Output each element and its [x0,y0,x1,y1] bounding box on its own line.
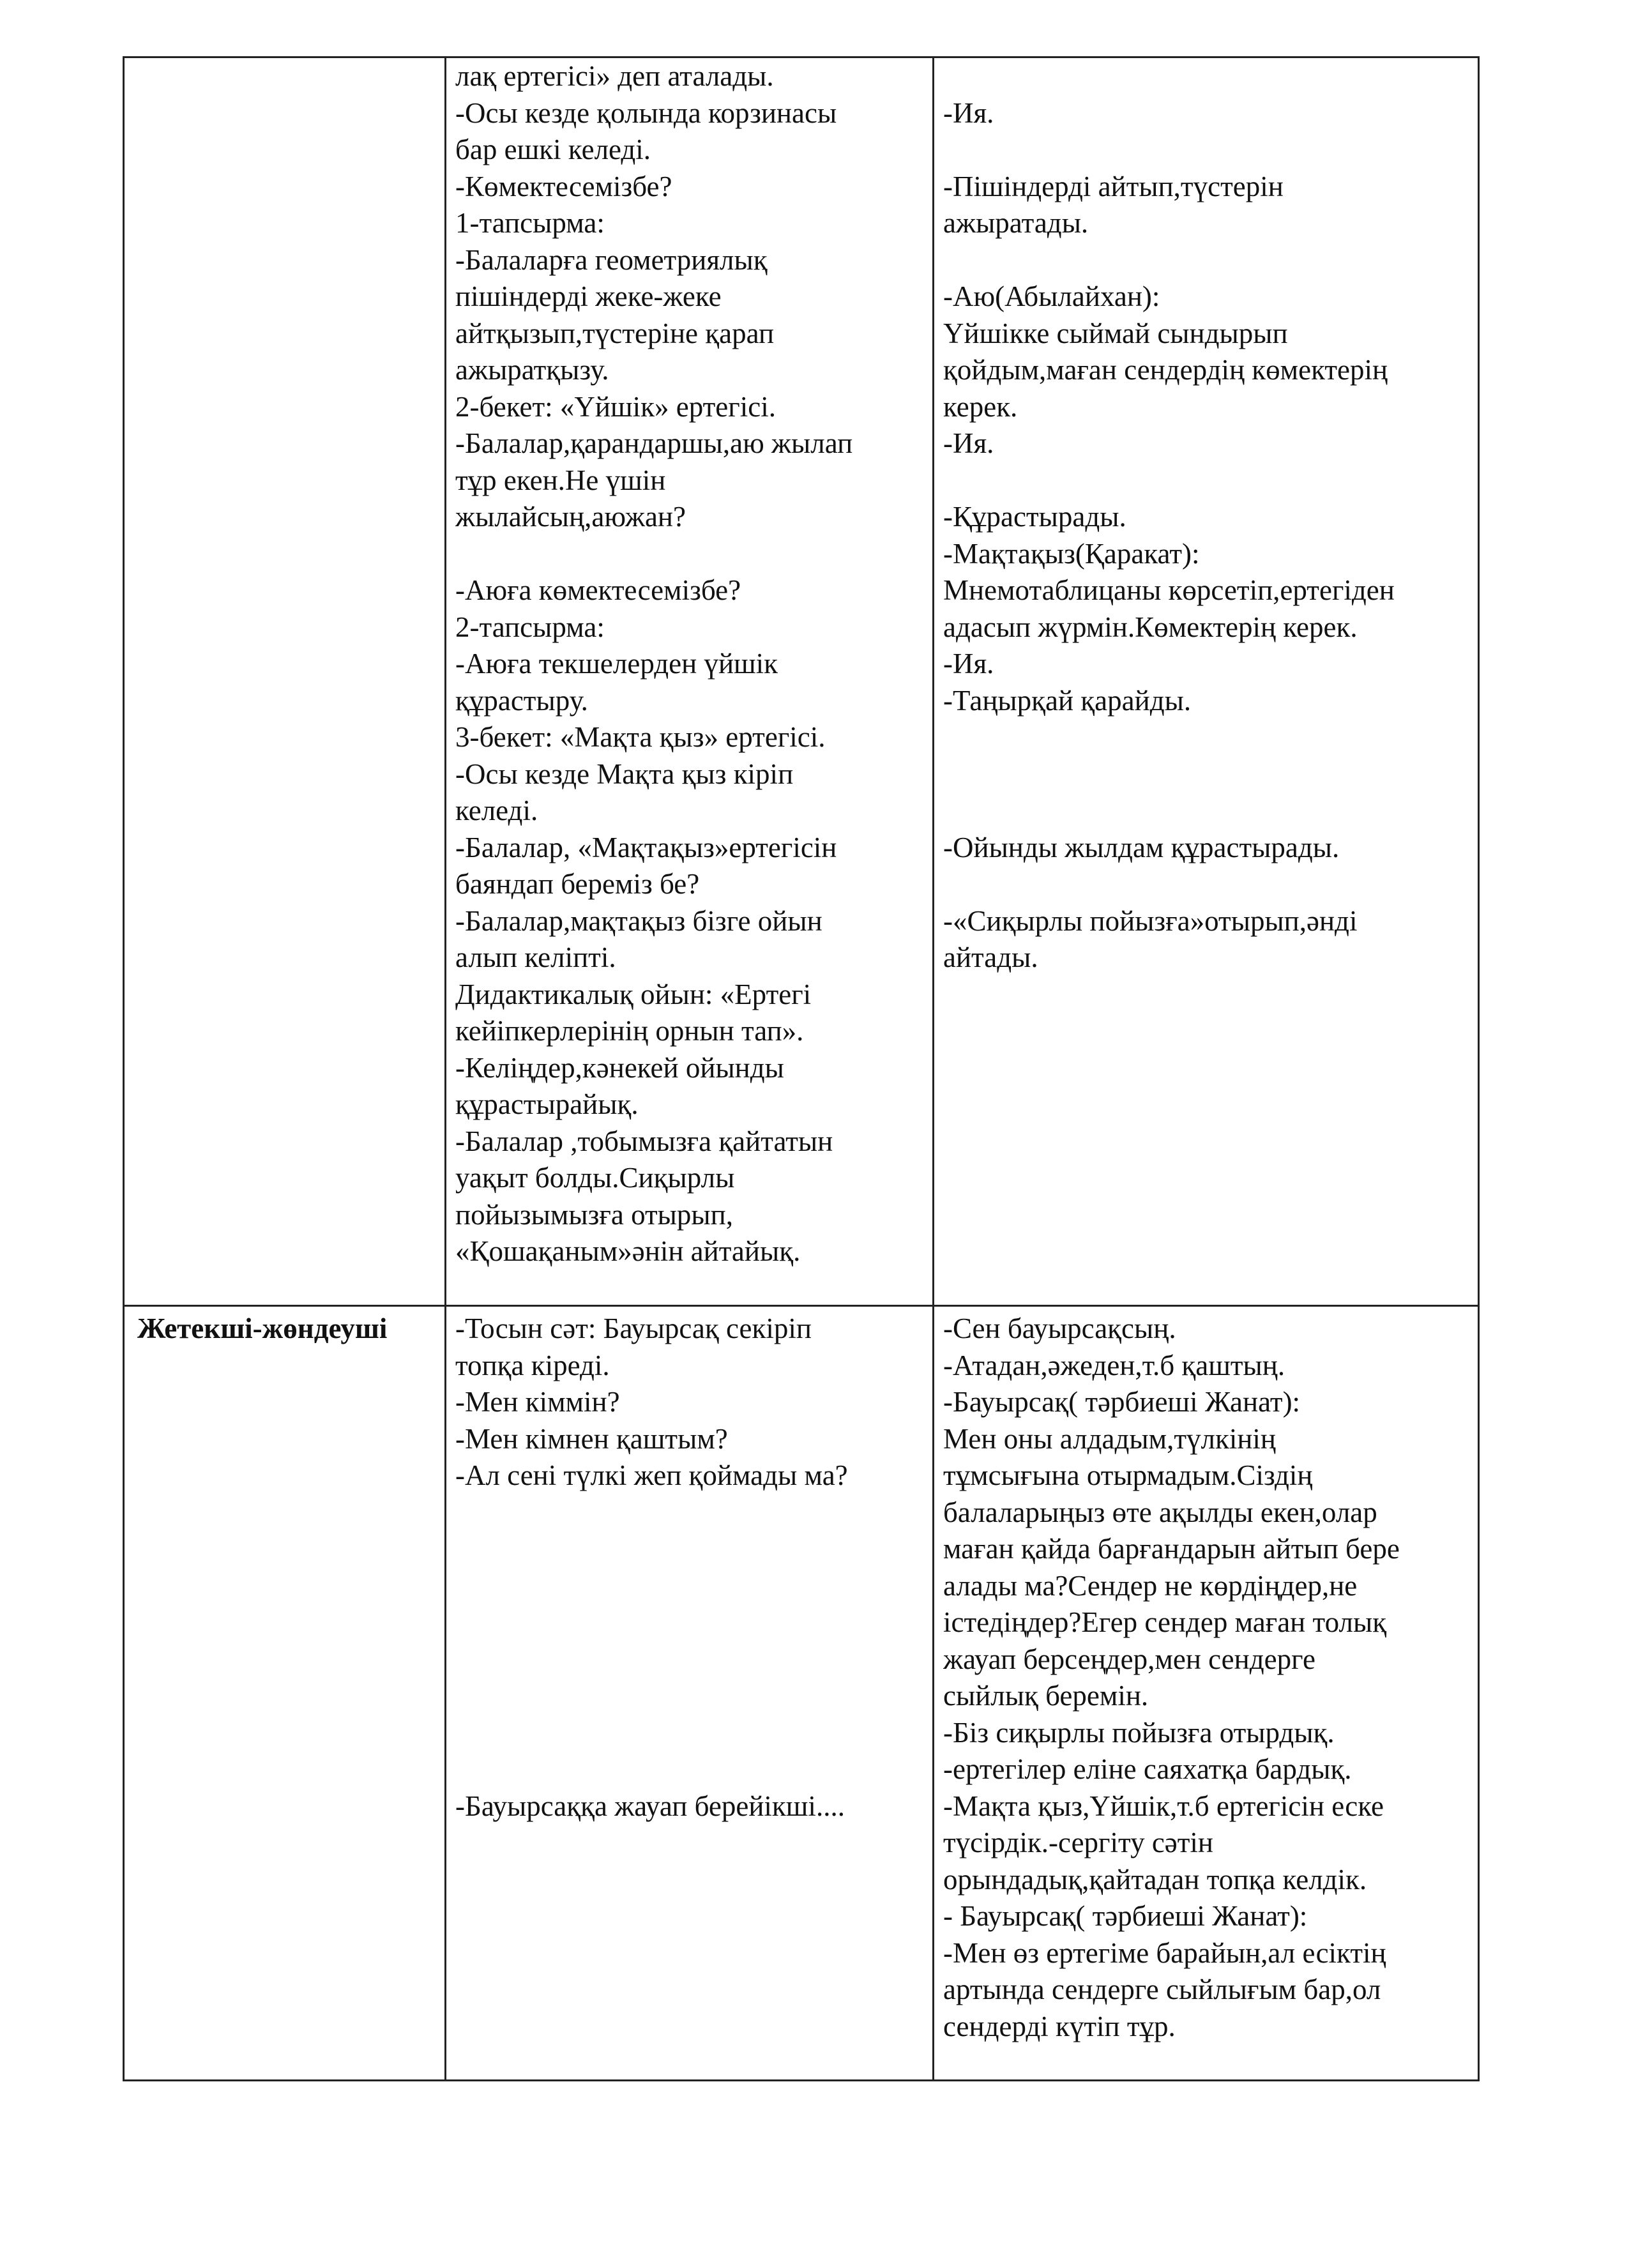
blank-line [943,132,1471,169]
text-line: -Атадан,әжеден,т.б қаштың. [943,1349,1285,1381]
text-line: баяндап береміз бе? [455,868,700,900]
text-line: -Құрастырады. [943,501,1126,533]
text-line: - Бауырсақ( тәрбиеші Жанат): [943,1900,1308,1932]
text-line: келеді. [455,794,538,826]
text-line: -Осы кезде қолында корзинасы [455,96,837,129]
text-line: алады ма?Сендер не көрдіңдер,не [943,1569,1358,1602]
text-line: Мен оны алдадым,түлкінің [943,1422,1276,1455]
text-line: -Балаларға геометриялық [455,243,768,276]
teacher-activity-cell [446,1306,934,2081]
text-line: -Мақтақыз(Қаракат): [943,537,1200,570]
teacher-activity-text [446,1307,932,1825]
text-line: 3-бекет: «Мақта қыз» ертегісі. [455,721,826,753]
text-line: уақыт болды.Сиқырлы [455,1162,735,1194]
text-line: -Аю(Абылайхан): [943,280,1160,312]
stage-label [125,58,444,62]
text-line: топқа кіреді. [455,1349,610,1381]
text-line: айтады. [943,941,1038,973]
text-line: -Сен бауырсақсың. [943,1312,1176,1344]
blank-line [943,242,1471,279]
text-line: тұр екен.Не үшін [455,464,666,496]
blank-line [455,1678,926,1715]
blank-line [455,1641,926,1678]
text-line: -Біз сиқырлы пойызға отырдық. [943,1716,1335,1749]
blank-line [455,1568,926,1605]
text-line: 2-тапсырма: [455,611,605,643]
text-line: Үйшікке сыймай сындырып [943,317,1288,349]
blank-line [455,1531,926,1568]
text-line: Мнемотаблицаны көрсетіп,ертегіден [943,574,1395,606]
text-line: -Көмектесемізбе? [455,170,672,202]
blank-line [455,536,926,573]
text-line: -Балалар ,тобымызға қайтатын [455,1125,833,1157]
text-line: -«Сиқырлы пойызға»отырып,әнді [943,904,1358,937]
text-line: -Ал сені түлкі жеп қоймады ма? [455,1459,848,1491]
text-line: -ертегілер еліне саяхатқа бардық. [943,1753,1352,1785]
text-line: Дидактикалық ойын: «Ертегі [455,978,812,1010]
text-line: -Балалар, «Мақтақыз»ертегісін [455,831,837,863]
text-line: -Мен өз ертегіме барайын,ал есіктің [943,1936,1386,1969]
text-line: пойызымызға отырып, [455,1198,733,1231]
text-line: артында сендерге сыйлығым бар,ол [943,1973,1381,2005]
text-line: сыйлық беремін. [943,1680,1149,1712]
text-line: «Қошақаным»әнін айтайық. [455,1235,801,1267]
table-row [124,57,1479,1306]
text-line: -Балалар,қарандаршы,аю жылап [455,427,853,459]
teacher-activity-text [446,58,932,1270]
text-line: лақ ертегісі» деп аталады. [455,60,774,92]
text-line: алып келіпті. [455,941,616,973]
table-row [124,1306,1479,2081]
children-activity-text [934,58,1478,977]
blank-line [943,462,1471,499]
blank-line [943,719,1471,756]
text-line: -Аюға көмектесемізбе? [455,574,741,606]
text-line: жылайсың,аюжан? [455,501,686,533]
text-line: -Ойынды жылдам құрастырады. [943,831,1340,863]
stage-label: Жетекші-жөндеуші [137,1312,388,1344]
text-line: -Осы кезде Мақта қыз кіріп [455,757,794,790]
text-line: -Бауырсаққа жауап берейікші.... [455,1790,845,1822]
text-line: істедіңдер?Егер сендер маған толық [943,1606,1387,1638]
text-line: -Келіңдер,кәнекей ойынды [455,1051,784,1084]
text-line: тұмсығына отырмадым.Сіздің [943,1459,1313,1491]
text-line: -Пішіндерді айтып,түстерін [943,170,1284,202]
text-line: айтқызып,түстеріне қарап [455,317,775,349]
text-line: пішіндерді жеке-жеке [455,280,722,312]
text-line: -Мен кіммін? [455,1386,620,1418]
blank-line [943,756,1471,793]
stage-label-cell [124,1306,446,2081]
text-line: кейіпкерлерінің орнын тап». [455,1015,804,1047]
text-line: ажыратады. [943,207,1089,239]
teacher-activity-cell [446,57,934,1306]
lesson-plan-table [123,56,1480,2081]
text-line: түсірдік.-сергіту сәтін [943,1827,1214,1858]
text-line: -Ия. [943,427,994,459]
text-line: құрастыру. [455,684,588,717]
text-line: құрастырайық. [455,1088,639,1120]
text-line: -Ия. [943,96,994,129]
text-line: орындадық,қайтадан топқа келдік. [943,1863,1367,1896]
text-line: 1-тапсырма: [455,207,605,239]
text-line: адасып жүрмін.Көмектерің керек. [943,611,1358,643]
text-line: -Тосын сәт: Бауырсақ секіріп [455,1312,812,1344]
blank-line [455,1604,926,1641]
text-line: -Бауырсақ( тәрбиеші Жанат): [943,1386,1301,1418]
blank-line [943,793,1471,830]
text-line: сендерді күтіп тұр. [943,2010,1176,2042]
children-activity-text [934,1307,1478,2045]
text-line: -Ия. [943,648,994,680]
children-activity-cell [934,57,1479,1306]
blank-line [455,1715,926,1752]
blank-line [455,1494,926,1531]
text-line: маған қайда барғандарын айтып бере [943,1533,1400,1565]
text-line: 2-бекет: «Үйшік» ертегісі. [455,390,776,423]
children-activity-cell [934,1306,1479,2081]
text-line: -Аюға текшелерден үйшік [455,648,778,680]
text-line: қойдым,маған сендердің көмектерің [943,354,1388,386]
stage-label-cell [124,57,446,1306]
text-line: -Балалар,мақтақыз бізге ойын [455,904,822,937]
blank-line [455,1751,926,1788]
blank-line [943,866,1471,903]
text-line: -Таңырқай қарайды. [943,684,1192,717]
text-line: балаларыңыз өте ақылды екен,олар [943,1496,1377,1528]
text-line: -Мақта қыз,Үйшік,т.б ертегісін еске [943,1790,1384,1822]
text-line: бар ешкі келеді. [455,133,651,165]
blank-line [943,58,1471,95]
text-line: ажыратқызу. [455,354,609,386]
text-line: -Мен кімнен қаштым? [455,1422,728,1455]
text-line: жауап берсеңдер,мен сендерге [943,1643,1315,1675]
text-line: керек. [943,390,1018,423]
